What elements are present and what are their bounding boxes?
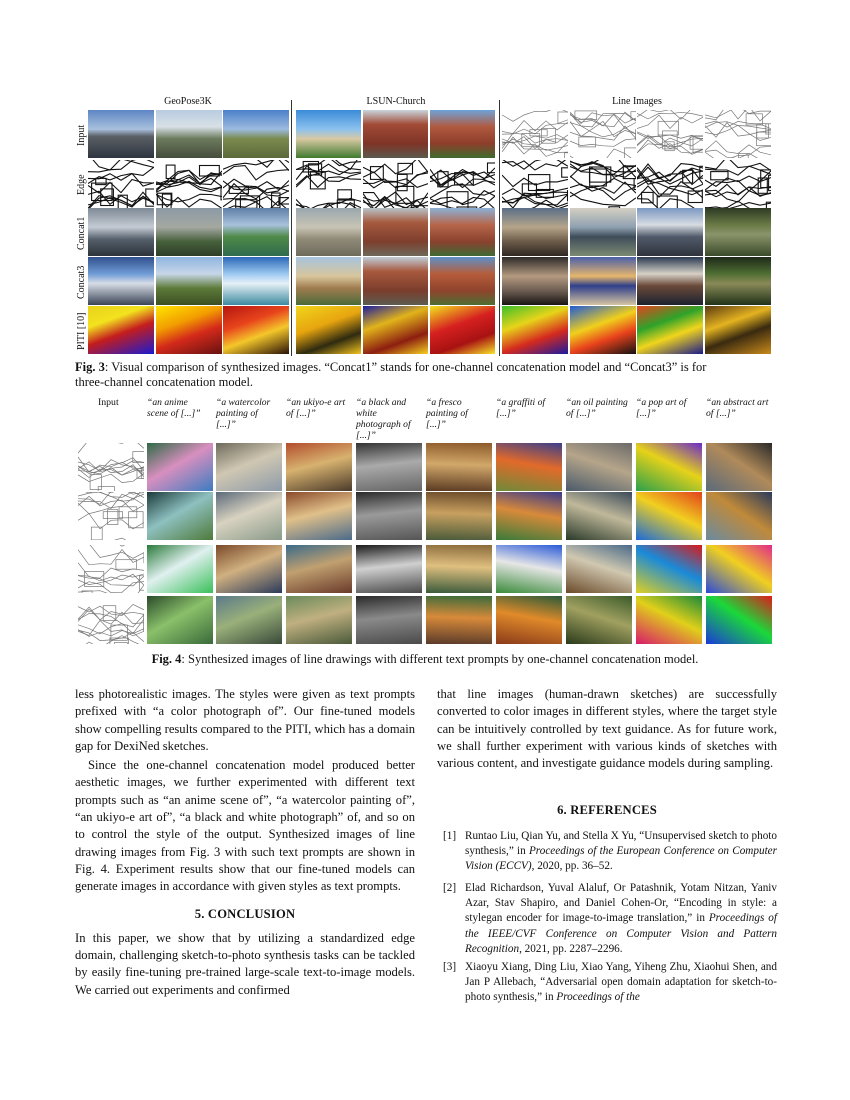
paragraph: In this paper, we show that by utilizing a standardized edge domain, challenging sketch-to-photo synthesis tasks can be tackled by easily fine-tuning pre-trained large-scale text-to-image models. We carried out experiments and confirmed xyxy=(75,930,415,997)
line-drawing-image xyxy=(502,110,568,158)
edge-map-image xyxy=(502,160,568,208)
synthesized-image xyxy=(705,257,771,305)
styled-image xyxy=(496,492,562,540)
prompt-label xyxy=(566,397,638,419)
prompt-line: [...]” xyxy=(496,408,516,419)
prompt-line: [...]” xyxy=(216,419,236,430)
synthesized-image xyxy=(223,306,289,354)
synthesized-image xyxy=(223,208,289,256)
section-heading-references: 6. REFERENCES xyxy=(557,803,657,817)
prompt-label xyxy=(706,397,778,419)
group-title-lsun-church: LSUN-Church xyxy=(366,96,426,107)
styled-image xyxy=(636,492,702,540)
row-label-piti: PITI [10] xyxy=(76,312,87,350)
prompt-line: [...]” xyxy=(426,419,446,430)
figure-4-caption-text: : Synthesized images of line drawings with different text prompts by one-channel concatenation model. xyxy=(181,652,699,666)
prompt-line: of [...]” xyxy=(566,408,596,419)
reference-2 xyxy=(443,881,777,957)
styled-image xyxy=(286,492,352,540)
reference-number: [3] xyxy=(443,961,457,973)
line-drawing-image xyxy=(570,110,636,158)
edge-map-image xyxy=(430,160,495,208)
synthesized-image xyxy=(156,257,222,305)
prompt-label xyxy=(216,397,288,430)
styled-image xyxy=(566,492,632,540)
reference-venue: Proceedings of the xyxy=(556,991,640,1004)
reference-venue: Proceedings of the European Conference on Computer Vision (ECCV) xyxy=(465,845,777,873)
reference-number: [2] xyxy=(443,882,457,894)
synthesized-image xyxy=(156,110,222,158)
styled-image xyxy=(147,443,213,491)
synthesized-image xyxy=(363,257,428,305)
styled-image xyxy=(426,492,492,540)
styled-image xyxy=(426,545,492,593)
synthesized-image xyxy=(363,110,428,158)
styled-image xyxy=(216,545,282,593)
styled-image xyxy=(356,545,422,593)
group-divider xyxy=(499,100,500,356)
prompt-line: painting of xyxy=(426,408,468,419)
group-title-geopose3k: GeoPose3K xyxy=(164,96,212,107)
edge-map-image xyxy=(570,160,636,208)
synthesized-image xyxy=(296,110,361,158)
prompt-line: photograph of xyxy=(356,419,411,430)
styled-image xyxy=(636,545,702,593)
right-column xyxy=(437,686,777,772)
styled-image xyxy=(356,596,422,644)
prompt-line: “an ukiyo-e art xyxy=(286,397,346,408)
synthesized-image xyxy=(430,257,495,305)
reference-text: Xiaoyu Xiang, Ding Liu, Xiao Yang, Yiheng Zhu, Xiaohui Shen, and Jan P Allebach, “Adversarial open domain adaptation for sketch-to-photo synthesis,” in xyxy=(465,961,777,1004)
line-drawing-image xyxy=(78,443,144,491)
prompt-line: scene of [...]” xyxy=(147,408,201,419)
paragraph: that line images (human-drawn sketches) are successfully converted to color images in different styles, where the target style can be intuitively controlled by text guidance. As for future work, we shall further experiment with various kinds of sketches with various content, and investigate guidance models during sampling. xyxy=(437,687,777,771)
styled-image xyxy=(496,545,562,593)
synthesized-image xyxy=(502,208,568,256)
prompt-line: “an oil painting xyxy=(566,397,628,408)
prompt-line: “a fresco xyxy=(426,397,462,408)
edge-map-image xyxy=(156,160,222,208)
styled-image xyxy=(216,596,282,644)
line-drawing-image xyxy=(78,492,144,540)
figure-3-caption-text-2: three-channel concatenation model. xyxy=(75,375,254,389)
styled-image xyxy=(496,596,562,644)
styled-image xyxy=(636,443,702,491)
styled-image xyxy=(286,443,352,491)
prompt-line: “a black and xyxy=(356,397,407,408)
synthesized-image xyxy=(430,110,495,158)
prompt-line: painting of xyxy=(216,408,258,419)
synthesized-image xyxy=(363,208,428,256)
synthesized-image xyxy=(570,257,636,305)
edge-map-image xyxy=(296,160,361,208)
prompt-line: “a graffiti of xyxy=(496,397,546,408)
synthesized-image xyxy=(88,110,154,158)
prompt-line: white xyxy=(356,408,377,419)
synthesized-image xyxy=(570,208,636,256)
synthesized-image xyxy=(88,208,154,256)
styled-image xyxy=(356,492,422,540)
reference-text: Elad Richardson, Yuval Alaluf, Or Patashnik, Yotam Nitzan, Yaniv Azar, Stav Shapiro, and Daniel Cohen-Or, “Encoding in style: a stylegan encoder for image-to-image translation,” in xyxy=(465,882,777,925)
styled-image xyxy=(216,443,282,491)
prompt-line: “an anime xyxy=(147,397,188,408)
prompt-line: of [...]” xyxy=(286,408,316,419)
styled-image xyxy=(147,545,213,593)
row-label-concat1: Concat1 xyxy=(76,216,87,250)
line-drawing-image xyxy=(78,596,144,644)
synthesized-image xyxy=(637,208,703,256)
styled-image xyxy=(706,596,772,644)
synthesized-image xyxy=(296,306,361,354)
prompt-line: [...]” xyxy=(356,430,376,441)
synthesized-image xyxy=(430,208,495,256)
styled-image xyxy=(566,545,632,593)
prompt-label xyxy=(426,397,498,430)
styled-image xyxy=(566,596,632,644)
row-label-concat3: Concat3 xyxy=(76,265,87,299)
column-label-input: Input xyxy=(98,397,119,408)
styled-image xyxy=(356,443,422,491)
row-label-edge: Edge xyxy=(76,174,87,196)
reference-3 xyxy=(443,960,777,1006)
styled-image xyxy=(496,443,562,491)
styled-image xyxy=(216,492,282,540)
styled-image xyxy=(706,492,772,540)
group-divider xyxy=(291,100,292,356)
styled-image xyxy=(426,596,492,644)
group-title-line-images: Line Images xyxy=(612,96,662,107)
styled-image xyxy=(286,596,352,644)
styled-image xyxy=(147,596,213,644)
edge-map-image xyxy=(223,160,289,208)
paragraph: Since the one-channel concatenation model produced better aesthetic images, we further experimented with different text prompts such as “an anime scene of”, “a watercolor painting of”, “an ukiyo-e art of”, “a black and white photograph” of, and so on to control the style of the output. Synthesized images of line drawing images from Fig. 3 with such text prompts are shown in Fig. 4. Experiment results show that our fine-tuned models can generate images in accordance with given styles as text prompts. xyxy=(75,758,415,894)
prompt-line: of [...]” xyxy=(706,408,736,419)
prompt-line: “a watercolor xyxy=(216,397,271,408)
synthesized-image xyxy=(502,257,568,305)
edge-map-image xyxy=(363,160,428,208)
synthesized-image xyxy=(705,208,771,256)
reference-text: , 2020, pp. 36–52. xyxy=(531,860,613,873)
row-label-input: Input xyxy=(76,124,87,146)
synthesized-image xyxy=(156,306,222,354)
styled-image xyxy=(706,545,772,593)
synthesized-image xyxy=(705,306,771,354)
styled-image xyxy=(147,492,213,540)
reference-text: , 2021, pp. 2287–2296. xyxy=(519,942,623,955)
line-drawing-image xyxy=(637,110,703,158)
edge-map-image xyxy=(705,160,771,208)
synthesized-image xyxy=(570,306,636,354)
synthesized-image xyxy=(430,306,495,354)
line-drawing-image xyxy=(705,110,771,158)
edge-map-image xyxy=(88,160,154,208)
synthesized-image xyxy=(637,306,703,354)
figure-4-caption xyxy=(75,652,775,667)
reference-1 xyxy=(443,829,777,875)
prompt-line: [...]” xyxy=(636,408,656,419)
prompt-label xyxy=(636,397,708,419)
paragraph: less photorealistic images. The styles were given as text prompts prefixed with “a color photograph of”. Our fine-tuned models show compelling results compared to the PITI, which has a domain gap for DexiNed sketches. xyxy=(75,687,415,753)
left-column xyxy=(75,686,415,999)
synthesized-image xyxy=(223,257,289,305)
styled-image xyxy=(286,545,352,593)
synthesized-image xyxy=(296,257,361,305)
prompt-label xyxy=(286,397,358,419)
synthesized-image xyxy=(296,208,361,256)
line-drawing-image xyxy=(78,545,144,593)
synthesized-image xyxy=(223,110,289,158)
styled-image xyxy=(426,443,492,491)
figure-3-caption xyxy=(75,360,775,390)
synthesized-image xyxy=(637,257,703,305)
styled-image xyxy=(636,596,702,644)
prompt-label xyxy=(496,397,568,419)
reference-number: [1] xyxy=(443,830,457,842)
styled-image xyxy=(706,443,772,491)
synthesized-image xyxy=(502,306,568,354)
figure-3-caption-text: : Visual comparison of synthesized images. “Concat1” stands for one-channel concatenation model and “Concat3” is for xyxy=(104,360,707,374)
figure-3-caption-label: Fig. 3 xyxy=(75,360,105,374)
edge-map-image xyxy=(637,160,703,208)
reference-text: Runtao Liu, Qian Yu, and Stella X Yu, “Unsupervised sketch to photo synthesis,” in xyxy=(465,830,777,858)
prompt-line: “a pop art of xyxy=(636,397,687,408)
reference-venue: Proceedings of the IEEE/CVF Conference on Computer Vision and Pattern Recognition xyxy=(465,912,777,955)
synthesized-image xyxy=(363,306,428,354)
synthesized-image xyxy=(156,208,222,256)
section-heading-conclusion: 5. CONCLUSION xyxy=(194,906,296,921)
prompt-label xyxy=(356,397,428,441)
synthesized-image xyxy=(88,257,154,305)
styled-image xyxy=(566,443,632,491)
figure-4-caption-label: Fig. 4 xyxy=(151,652,182,666)
prompt-label xyxy=(147,397,219,419)
synthesized-image xyxy=(88,306,154,354)
prompt-line: “an abstract art xyxy=(706,397,769,408)
